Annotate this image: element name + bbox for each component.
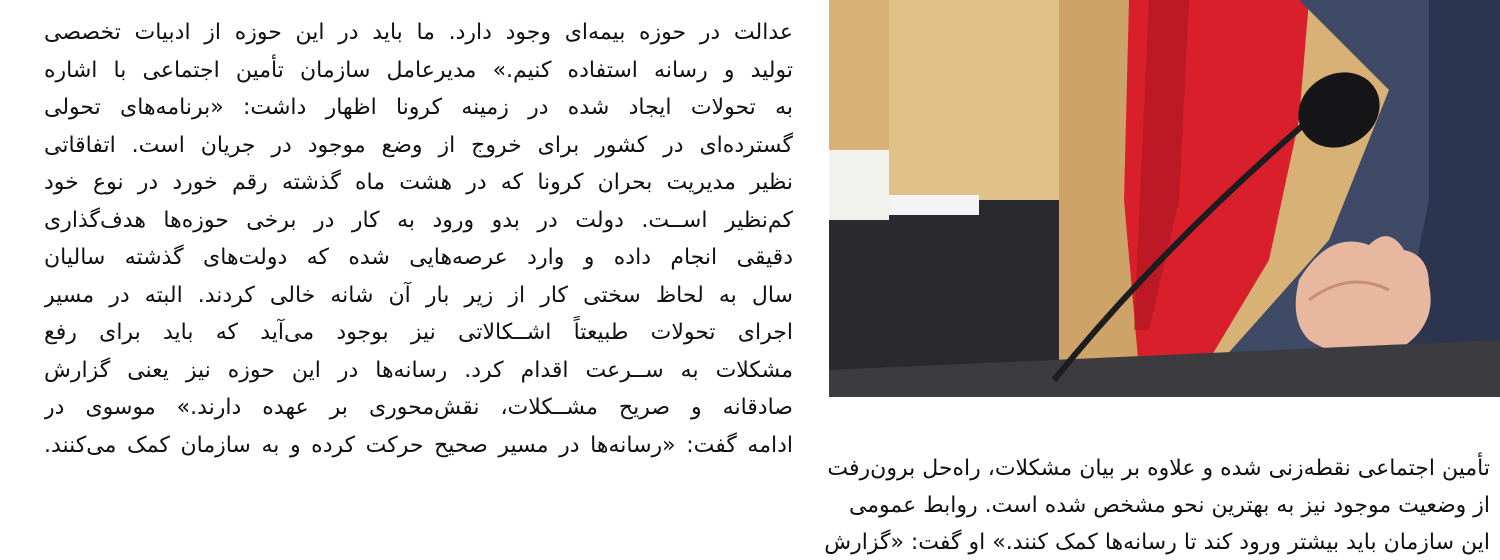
article-line: تولید و رسانه استفاده کنیم.» مدیرعامل سازمان تأمین اجتماعی با اشاره (44, 57, 793, 83)
article-line: از وضعیت موجود نیز به بهترین نحو مشخص شده است. روابط عمومی (848, 493, 1490, 518)
article-line: دقیقی انجام داده و وارد عرصه‌هایی شده که دولت‌های گذشته سالیان (44, 245, 793, 270)
photo-icon (829, 0, 1500, 397)
article-line: ادامه گفت: «رسانه‌ها در مسیر صحیح حرکت کرده و به سازمان کمک می‌کنند. (44, 432, 793, 458)
article-line: به تحولات ایجاد شده در زمینه کرونا اظهار داشت: «برنامه‌های تحولی (44, 95, 793, 120)
article-line: مشکلات به ســرعت اقدام کرد. رسانه‌ها در این حوزه نیز یعنی گزارش (44, 357, 793, 383)
article-column-right (820, 450, 1500, 560)
article-line: تأمین اجتماعی نقطه‌زنی شده و علاوه بر بیان مشکلات، راه‌حل برون‌رفت (827, 456, 1490, 481)
article-line: این سازمان باید بیشتر ورود کند تا رسانه‌ها کمک کنند.» او گفت: «گزارش (824, 530, 1490, 555)
article-line: صادقانه و صریح مشــکلات، نقش‌محوری بر عهده دارند.» موسوی در (44, 395, 793, 420)
article-line: نظیر مدیریت بحران کرونا که در هشت ماه گذشته رقم خورد در نوع خود (44, 170, 793, 195)
article-line: گسترده‌ای در کشور برای خروج از وضع موجود در جریان است. اتفاقاتی (44, 132, 793, 158)
desk-item (829, 150, 889, 220)
article-line: عدالت در حوزه بیمه‌ای وجود دارد. ما باید در این حوزه از ادبیات تخصصی (44, 20, 793, 45)
article-line: کم‌نظیر اســت. دولت در بدو ورود به کار در برخی حوزه‌ها هدف‌گذاری (44, 207, 793, 233)
article-line: سال به لحاظ سختی کار از زیر بار آن شانه خالی کردند. البته در مسیر (44, 282, 793, 308)
article-photo (829, 0, 1500, 397)
article-line: اجرای تحولات طبیعتاً اشــکالاتی نیز بوجود می‌آید که باید برای رفع (44, 320, 793, 345)
article-column-left (44, 0, 793, 557)
